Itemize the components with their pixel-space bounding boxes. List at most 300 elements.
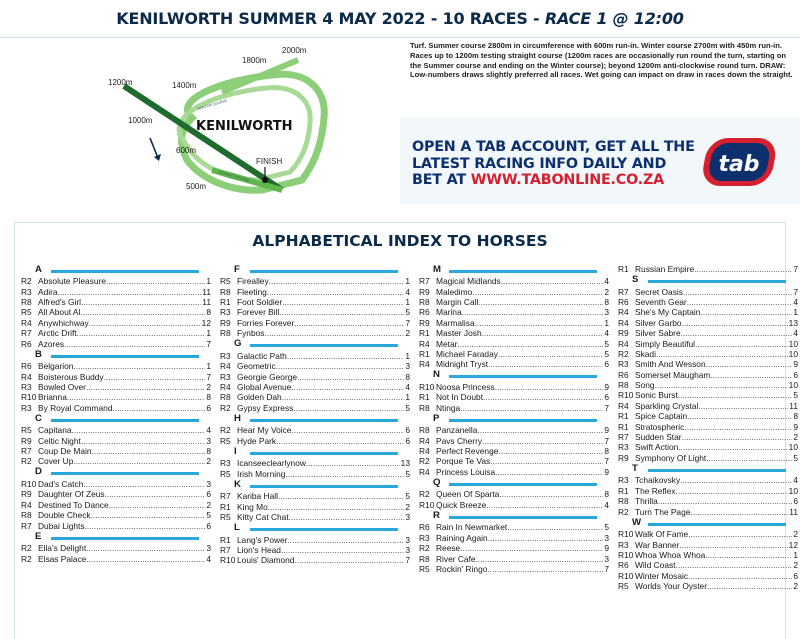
leader-dots	[291, 382, 404, 392]
horse-name: Stratospheric	[635, 421, 685, 432]
saddle-cloth-number: 1	[405, 392, 410, 403]
leader-dots	[488, 533, 604, 543]
advert-line-1: OPEN A TAB ACCOUNT, GET ALL THE	[412, 139, 695, 155]
leader-dots	[656, 349, 788, 359]
leader-dots	[278, 491, 404, 501]
map-label-winter-course: WINTER COURSE	[197, 98, 228, 111]
race-number: R1	[419, 328, 430, 339]
saddle-cloth-number: 2	[793, 529, 798, 540]
horse-name: Ntinga	[436, 402, 461, 413]
leader-dots	[86, 543, 205, 553]
horse-entry	[21, 543, 211, 553]
horse-entry	[21, 392, 211, 402]
leader-dots	[77, 328, 206, 338]
saddle-cloth-number: 9	[604, 381, 609, 392]
race-number: R7	[618, 286, 629, 297]
horse-entry	[618, 411, 798, 421]
horse-name: Simply Beautiful	[635, 338, 696, 349]
horse-entry	[618, 560, 798, 570]
horse-entry	[419, 533, 609, 543]
leader-dots	[269, 276, 405, 286]
horse-name: War Banner	[635, 539, 680, 550]
horse-name: Walk Of Fame	[635, 529, 689, 540]
horse-name: Brianna	[38, 392, 67, 403]
leader-dots	[499, 489, 603, 499]
saddle-cloth-number: 9	[793, 359, 798, 370]
horse-name: Master Josh	[436, 328, 482, 339]
leader-dots	[482, 436, 603, 446]
race-number: R6	[419, 307, 430, 318]
horse-entry	[419, 436, 609, 446]
leader-dots	[282, 297, 404, 307]
saddle-cloth-number: 6	[206, 402, 211, 413]
horse-entry	[618, 529, 798, 539]
tab-advert[interactable]	[400, 118, 800, 204]
leader-dots	[706, 359, 793, 369]
horse-name: Panzanella	[436, 425, 478, 436]
horse-entry	[618, 264, 798, 274]
horse-name: Spice Captain	[635, 411, 688, 422]
horse-name: Magical Midlands	[436, 276, 501, 287]
leader-dots	[658, 496, 793, 506]
horse-name: Worlds Your Oyster	[635, 581, 707, 592]
leader-dots	[73, 361, 205, 371]
letter-label: I	[234, 445, 237, 457]
race-number: R4	[618, 400, 629, 411]
race-number: R8	[21, 510, 32, 521]
saddle-cloth-number: 4	[405, 286, 410, 297]
horse-name: Anywhichway	[38, 317, 89, 328]
index-column-3	[419, 264, 609, 574]
leader-dots	[81, 436, 206, 446]
saddle-cloth-number: 5	[405, 402, 410, 413]
horse-entry	[220, 351, 410, 361]
race-number: R8	[419, 296, 430, 307]
race-number: R4	[419, 359, 430, 370]
saddle-cloth-number: 5	[604, 522, 609, 533]
horse-entry	[618, 287, 798, 297]
letter-heading-h	[220, 414, 410, 426]
race-number: R1	[419, 392, 430, 403]
saddle-cloth-number: 11	[202, 296, 211, 307]
horse-name: Noosa Princess	[436, 381, 495, 392]
horse-name: Thrilla	[635, 496, 658, 507]
saddle-cloth-number: 6	[405, 425, 410, 436]
horse-name: Perfect Revenge	[436, 446, 499, 457]
race-number: R7	[618, 432, 629, 443]
horse-entry	[618, 475, 798, 485]
saddle-cloth-number: 4	[793, 475, 798, 486]
saddle-cloth-number: 5	[405, 307, 410, 318]
letter-divider	[250, 344, 398, 347]
horse-name: All About Al	[38, 307, 81, 318]
horse-entry	[419, 349, 609, 359]
letter-heading-q	[419, 478, 609, 490]
race-number: R6	[618, 560, 629, 571]
horse-name: Bowled Over	[38, 381, 86, 392]
saddle-cloth-number: 9	[604, 543, 609, 554]
saddle-cloth-number: 3	[604, 553, 609, 564]
horse-entry	[419, 307, 609, 317]
leader-dots	[460, 543, 603, 553]
saddle-cloth-number: 4	[604, 499, 609, 510]
saddle-cloth-number: 9	[793, 421, 798, 432]
advert-line-3	[412, 172, 695, 189]
horse-name: Cover Up	[38, 456, 74, 467]
horse-entry	[419, 467, 609, 477]
letter-divider	[449, 375, 597, 378]
saddle-cloth-number: 1	[405, 296, 410, 307]
leader-dots	[678, 390, 793, 400]
horse-name: Swift Action	[635, 442, 679, 453]
race-number: R6	[419, 522, 430, 533]
leader-dots	[490, 456, 603, 466]
race-number: R4	[419, 435, 430, 446]
race-number: R4	[618, 317, 629, 328]
leader-dots	[276, 361, 405, 371]
race-number: R9	[618, 328, 629, 339]
race-number: R4	[21, 499, 32, 510]
saddle-cloth-number: 2	[206, 456, 211, 467]
leader-dots	[306, 458, 400, 468]
horse-name: Forries Forever	[237, 317, 295, 328]
race-number: R3	[21, 286, 32, 297]
race-number: R8	[220, 328, 231, 339]
horse-name: Maledimo	[436, 286, 473, 297]
advert-text	[412, 139, 695, 189]
saddle-cloth-number: 4	[604, 276, 609, 287]
race-number: R7	[220, 491, 231, 502]
letter-heading-g	[220, 339, 410, 351]
race-number: R8	[419, 553, 430, 564]
race-number: R9	[220, 317, 231, 328]
saddle-cloth-number: 3	[405, 534, 410, 545]
saddle-cloth-number: 7	[793, 286, 798, 297]
letter-heading-i	[220, 447, 410, 459]
horse-name: Azores	[38, 338, 65, 349]
course-map	[102, 40, 402, 200]
horse-name: Lang's Power	[237, 534, 288, 545]
horse-entry	[618, 380, 798, 390]
horse-entry	[618, 401, 798, 411]
leader-dots	[695, 339, 788, 349]
horse-entry	[21, 297, 211, 307]
race-number: R3	[21, 402, 32, 413]
letter-divider	[250, 452, 398, 455]
saddle-cloth-number: 8	[206, 392, 211, 403]
horse-name: Song	[635, 380, 655, 391]
letter-label: A	[35, 263, 42, 275]
race-number: R6	[618, 369, 629, 380]
race-number: R3	[419, 532, 430, 543]
leader-dots	[83, 479, 205, 489]
leader-dots	[495, 382, 604, 392]
race-number: R1	[220, 296, 231, 307]
race-number: R9	[21, 489, 32, 500]
race-number: R2	[419, 543, 430, 554]
leader-dots	[705, 550, 792, 560]
saddle-cloth-number: 3	[604, 307, 609, 318]
race-number: R6	[618, 296, 629, 307]
leader-dots	[92, 446, 206, 456]
letter-label: M	[433, 263, 441, 275]
horse-name: Wild Coast	[635, 560, 676, 571]
letter-label: W	[632, 516, 642, 528]
race-number: R10	[618, 529, 634, 540]
letter-label: G	[234, 338, 242, 350]
index-column-2	[220, 264, 410, 566]
horse-entry	[618, 507, 798, 517]
horse-entry	[21, 554, 211, 564]
horse-name: Silver Garbo	[635, 317, 682, 328]
horse-name: Arctic Drift	[38, 328, 77, 339]
race-number: R2	[618, 506, 629, 517]
horse-name: Galactic Path	[237, 350, 287, 361]
saddle-cloth-number: 6	[206, 489, 211, 500]
horse-entry	[220, 382, 410, 392]
leader-dots	[676, 560, 793, 570]
race-number: R3	[220, 307, 231, 318]
tab-logo[interactable]	[700, 135, 778, 189]
horse-entry	[220, 502, 410, 512]
horse-entry	[618, 318, 798, 328]
leader-dots	[679, 540, 787, 550]
saddle-cloth-number: 1	[405, 276, 410, 287]
horse-name: She's My Captain	[635, 307, 701, 318]
saddle-cloth-number: 10	[788, 485, 798, 496]
leader-dots	[279, 307, 404, 317]
horse-name: Ella's Delight	[38, 543, 87, 554]
horse-name: Skadi	[635, 348, 656, 359]
leader-dots	[86, 554, 205, 564]
horse-entry	[220, 535, 410, 545]
race-number: R8	[419, 402, 430, 413]
horse-entry	[220, 436, 410, 446]
letter-label: H	[234, 412, 241, 424]
letter-label: E	[35, 530, 42, 542]
horse-entry	[220, 276, 410, 286]
saddle-cloth-number: 4	[604, 328, 609, 339]
saddle-cloth-number: 2	[206, 381, 211, 392]
leader-dots	[687, 411, 792, 421]
horse-name: Turn The Page	[635, 506, 691, 517]
letter-heading-p	[419, 414, 609, 426]
race-number: R5	[21, 307, 32, 318]
race-number: R10	[419, 381, 435, 392]
leader-dots	[460, 403, 603, 413]
horse-name: Lion's Head	[237, 544, 281, 555]
race-number: R10	[419, 499, 435, 510]
letter-label: Q	[433, 476, 441, 488]
race-number: R5	[419, 563, 430, 574]
leader-dots	[676, 486, 788, 496]
advert-url[interactable]: WWW.TABONLINE.CO.ZA	[470, 172, 664, 189]
horse-entry	[618, 422, 798, 432]
horse-entry	[618, 432, 798, 442]
race-number: R1	[220, 501, 231, 512]
saddle-cloth-number: 3	[206, 435, 211, 446]
horse-entry	[618, 540, 798, 550]
letter-heading-s	[618, 275, 798, 287]
race-number: R9	[419, 286, 430, 297]
saddle-cloth-number: 8	[793, 411, 798, 422]
saddle-cloth-number: 6	[793, 369, 798, 380]
saddle-cloth-number: 8	[206, 446, 211, 457]
race-number: R9	[618, 452, 629, 463]
race-number: R2	[220, 402, 231, 413]
horse-name: Firealley	[237, 276, 269, 287]
letter-heading-r	[419, 511, 609, 523]
leader-dots	[80, 307, 205, 317]
race-number: R4	[419, 338, 430, 349]
map-label-600m: 600m	[176, 146, 197, 155]
letter-divider	[449, 419, 597, 422]
horse-entry	[220, 425, 410, 435]
race-number: R10	[618, 549, 634, 560]
letter-divider	[250, 419, 398, 422]
horse-name: King Mo	[237, 501, 268, 512]
letter-divider	[51, 419, 199, 422]
horse-entry	[419, 522, 609, 532]
horse-entry	[618, 442, 798, 452]
race-number: R3	[618, 442, 629, 453]
letter-label: F	[234, 263, 240, 275]
leader-dots	[706, 453, 792, 463]
leader-dots	[498, 446, 603, 456]
horse-entry	[220, 512, 410, 522]
horse-name: By Royal Command	[38, 402, 113, 413]
letter-divider	[51, 355, 199, 358]
saddle-cloth-number: 8	[604, 446, 609, 457]
horse-name: Quick Breeze	[436, 499, 487, 510]
leader-dots	[682, 318, 788, 328]
horse-name: Rockin' Ringo	[436, 563, 488, 574]
horse-entry	[21, 318, 211, 328]
horse-entry	[618, 581, 798, 591]
race-number: R5	[220, 435, 231, 446]
tab-logo-text: tab	[718, 152, 760, 177]
horse-entry	[419, 446, 609, 456]
race-number: R2	[618, 348, 629, 359]
horse-entry	[220, 318, 410, 328]
race-number: R5	[220, 276, 231, 287]
horse-name: Gypsy Express	[237, 402, 294, 413]
race-number: R3	[220, 458, 231, 469]
horse-name: Belgarion	[38, 361, 74, 372]
letter-heading-c	[21, 414, 211, 426]
race-number: R5	[618, 581, 629, 592]
saddle-cloth-number: 7	[793, 264, 798, 274]
saddle-cloth-number: 9	[604, 425, 609, 436]
race-number: R7	[21, 520, 32, 531]
horse-entry	[419, 382, 609, 392]
horse-entry	[21, 425, 211, 435]
horse-entry	[618, 307, 798, 317]
horse-name: Reese	[436, 543, 461, 554]
saddle-cloth-number: 12	[788, 539, 798, 550]
race-number: R7	[419, 276, 430, 287]
map-label-1400m: 1400m	[172, 81, 197, 90]
race-number: R2	[21, 276, 32, 287]
saddle-cloth-number: 2	[793, 432, 798, 443]
race-number: R2	[419, 489, 430, 500]
horse-name: Smith And Wesson	[635, 359, 706, 370]
leader-dots	[655, 380, 788, 390]
leader-dots	[498, 349, 603, 359]
leader-dots	[85, 521, 206, 531]
saddle-cloth-number: 10	[788, 338, 798, 349]
horse-name: Fynbos	[237, 328, 265, 339]
saddle-cloth-number: 1	[405, 350, 410, 361]
horse-name: Hyde Park	[237, 435, 277, 446]
map-label-1200m: 1200m	[108, 78, 133, 87]
leader-dots	[478, 297, 603, 307]
letter-heading-b	[21, 350, 211, 362]
horse-entry	[419, 564, 609, 574]
leader-dots	[501, 276, 604, 286]
letter-heading-e	[21, 532, 211, 544]
race-number: R7	[21, 446, 32, 457]
race-number: R4	[21, 371, 32, 382]
saddle-cloth-number: 5	[405, 491, 410, 502]
leader-dots	[488, 359, 603, 369]
horse-entry	[21, 446, 211, 456]
horse-entry	[618, 370, 798, 380]
horse-name: Metar	[436, 338, 458, 349]
leader-dots	[680, 475, 792, 485]
horse-entry	[21, 287, 211, 297]
horse-entry	[220, 328, 410, 338]
letter-divider	[648, 469, 786, 472]
horse-entry	[21, 382, 211, 392]
horse-entry	[21, 436, 211, 446]
horse-entry	[21, 456, 211, 466]
saddle-cloth-number: 1	[793, 549, 798, 560]
leader-dots	[276, 436, 404, 446]
horse-entry	[419, 297, 609, 307]
horse-name: Pavs Cherry	[436, 435, 483, 446]
leader-dots	[688, 529, 792, 539]
horse-name: Forever Bill	[237, 307, 280, 318]
race-number: R1	[618, 421, 629, 432]
saddle-cloth-number: 1	[604, 317, 609, 328]
race-number: R9	[419, 317, 430, 328]
letter-divider	[51, 537, 199, 540]
map-course-name: KENILWORTH	[196, 119, 293, 134]
leader-dots	[294, 555, 404, 565]
saddle-cloth-number: 5	[604, 338, 609, 349]
letter-divider	[449, 270, 597, 273]
horse-name: Georgie George	[237, 371, 298, 382]
saddle-cloth-number: 10	[788, 442, 798, 453]
letter-label: T	[632, 462, 638, 474]
horse-name: Silver Sabre	[635, 328, 681, 339]
horse-entry	[21, 521, 211, 531]
horse-name: Kitty Cat Chat	[237, 511, 289, 522]
saddle-cloth-number: 7	[604, 563, 609, 574]
saddle-cloth-number: 6	[793, 570, 798, 581]
letter-heading-w	[618, 518, 798, 530]
race-number: R3	[618, 539, 629, 550]
leader-dots	[282, 392, 405, 402]
horse-entry	[21, 479, 211, 489]
leader-dots	[294, 318, 404, 328]
race-number: R1	[419, 348, 430, 359]
leader-dots	[72, 425, 206, 435]
saddle-cloth-number: 3	[206, 543, 211, 554]
saddle-cloth-number: 7	[604, 402, 609, 413]
leader-dots	[289, 512, 405, 522]
